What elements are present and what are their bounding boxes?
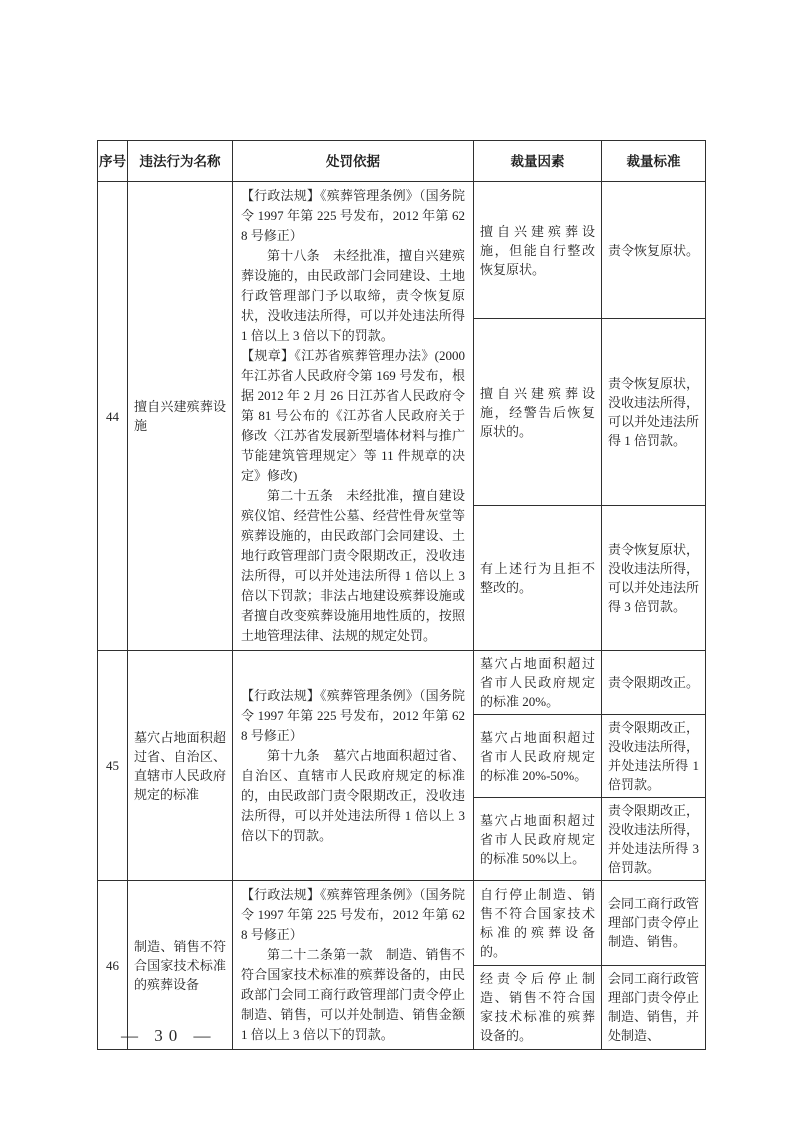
law-basis-paragraph: 第二十五条 未经批准，擅自建设殡仪馆、经营性公墓、经营性骨灰堂等殡葬设施的，由民政部门会同建设、土地行政管理部门责令限期改正，没收违法所得，可以并处违法所得 1 倍以上 3 倍以下罚款；非法占地建设殡葬设施或者擅自改变殡葬设施用地性质的，按照土地管理法律、法规的规定处罚。: [241, 488, 465, 643]
col-header-discretion-factor: 裁量因素: [474, 141, 602, 182]
page-number: — 30 —: [121, 1026, 217, 1045]
row-46-standard-2: 会同工商行政管理部门责令停止制造、销售，并处制造、: [602, 965, 706, 1050]
row-45-standard-2: 责令限期改正，没收违法所得，并处违法所得 1 倍罚款。: [602, 715, 706, 798]
col-header-violation-name: 违法行为名称: [128, 141, 233, 182]
law-basis-paragraph: 【规章】《江苏省殡葬管理办法》(2000 年江苏省人民政府令第 169 号发布，根据 2012 年 2 月 26 日江苏省人民政府令第 81 号公布的《江苏省人民政府关于修改〈江苏省发展新型墙体材料与推广节能建筑管理规定〉等 11 件规章的决定》修改): [241, 348, 465, 483]
row-46-penalty-basis: [233, 881, 474, 1050]
col-header-discretion-standard: 裁量标准: [602, 141, 706, 182]
row-44-standard-3: 责令恢复原状，没收违法所得，可以并处违法所得 3 倍罚款。: [602, 506, 706, 651]
penalty-discretion-table: [97, 140, 706, 1050]
row-44-standard-2: 责令恢复原状，没收违法所得，可以并处违法所得 1 倍罚款。: [602, 319, 706, 506]
row-44-factor-1: 擅自兴建殡葬设施，但能自行整改恢复原状。: [474, 182, 602, 319]
table-row: [98, 651, 706, 715]
row-46-seq: 46: [98, 881, 128, 1050]
row-45-factor-3: 墓穴占地面积超过省市人民政府规定的标准 50%以上。: [474, 798, 602, 881]
row-45-penalty-basis: [233, 651, 474, 881]
row-44-seq: 44: [98, 182, 128, 651]
law-basis-paragraph: 【行政法规】《殡葬管理条例》（国务院令 1997 年第 225 号发布，2012 年第 628 号修正）: [241, 887, 465, 942]
row-46-factor-1: 自行停止制造、销售不符合国家技术标准的殡葬设备的。: [474, 881, 602, 966]
row-44-penalty-basis: [233, 182, 474, 651]
row-44-factor-2: 擅自兴建殡葬设施，经警告后恢复原状的。: [474, 319, 602, 506]
row-45-factor-2: 墓穴占地面积超过省市人民政府规定的标准 20%-50%。: [474, 715, 602, 798]
row-46-violation-name: 制造、销售不符合国家技术标准的殡葬设备: [128, 881, 233, 1050]
row-44-violation-name: 擅自兴建殡葬设施: [128, 182, 233, 651]
row-45-standard-3: 责令限期改正，没收违法所得，并处违法所得 3 倍罚款。: [602, 798, 706, 881]
row-46-standard-1: 会同工商行政管理部门责令停止制造、销售。: [602, 881, 706, 966]
law-basis-paragraph: 第十八条 未经批准，擅自兴建殡葬设施的，由民政部门会同建设、土地行政管理部门予以取缔，责令恢复原状，没收违法所得，可以并处违法所得 1 倍以上 3 倍以下的罚款。: [241, 248, 465, 343]
law-basis-paragraph: 第二十二条第一款 制造、销售不符合国家技术标准的殡葬设备的，由民政部门会同工商行政管理部门责令停止制造、销售，可以并处制造、销售金额 1 倍以上 3 倍以下的罚款。: [241, 947, 465, 1042]
row-45-factor-1: 墓穴占地面积超过省市人民政府规定的标准 20%。: [474, 651, 602, 715]
table-header-row: [98, 141, 706, 182]
col-header-seq: 序号: [98, 141, 128, 182]
table-row: [98, 182, 706, 319]
row-45-seq: 45: [98, 651, 128, 881]
row-46-factor-2: 经责令后停止制造、销售不符合国家技术标准的殡葬设备的。: [474, 965, 602, 1050]
row-44-factor-3: 有上述行为且拒不整改的。: [474, 506, 602, 651]
law-basis-paragraph: 【行政法规】《殡葬管理条例》（国务院令 1997 年第 225 号发布，2012 年第 628 号修正）: [241, 188, 465, 243]
row-45-violation-name: 墓穴占地面积超过省、自治区、直辖市人民政府规定的标准: [128, 651, 233, 881]
law-basis-paragraph: 第十九条 墓穴占地面积超过省、自治区、直辖市人民政府规定的标准的，由民政部门责令限期改正，没收违法所得，可以并处违法所得 1 倍以上 3 倍以下的罚款。: [241, 747, 465, 843]
row-45-standard-1: 责令限期改正。: [602, 651, 706, 715]
table-row: [98, 881, 706, 966]
col-header-penalty-basis: 处罚依据: [233, 141, 474, 182]
law-basis-paragraph: 【行政法规】《殡葬管理条例》（国务院令 1997 年第 225 号发布，2012 年第 628 号修正）: [241, 687, 465, 743]
row-44-standard-1: 责令恢复原状。: [602, 182, 706, 319]
